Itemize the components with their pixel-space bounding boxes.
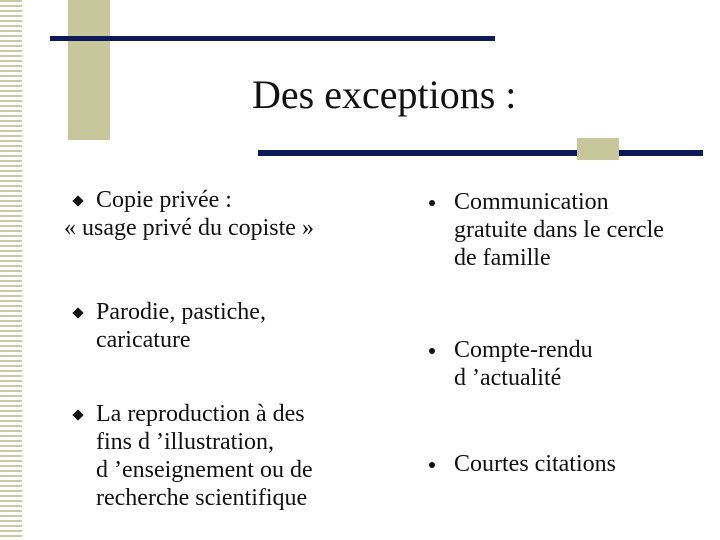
left-item-line: recherche scientifique (96, 485, 308, 511)
right-list-item (426, 336, 593, 392)
left-list-item (72, 400, 313, 512)
left-item-line: Copie privée : (96, 187, 232, 213)
right-item-line: de famille (454, 245, 551, 271)
accent-block-top (68, 0, 110, 140)
rule-line-bottom (258, 150, 703, 156)
left-item-line: caricature (96, 327, 191, 353)
left-item-line: « usage privé du copiste » (64, 215, 314, 241)
right-item-line: Courtes citations (454, 451, 616, 477)
left-item-line: Parodie, pastiche, (96, 299, 266, 325)
left-stripe-decoration (0, 0, 22, 540)
left-item-line: La reproduction à des (96, 401, 305, 427)
right-item-line: d ’actualité (454, 365, 562, 391)
left-item-line: d ’enseignement ou de (96, 457, 313, 483)
right-list-item (426, 188, 664, 272)
left-list-item (72, 298, 266, 354)
accent-block-bottom (577, 138, 619, 160)
left-list-item (64, 186, 314, 242)
right-item-line: Communication (454, 189, 609, 215)
right-item-line: Compte-rendu (454, 337, 593, 363)
slide-title: Des exceptions : (252, 72, 517, 117)
right-list-item (426, 450, 616, 478)
rule-line-top (50, 36, 495, 41)
right-item-line: gratuite dans le cercle (454, 217, 664, 243)
left-item-line: fins d ’illustration, (96, 429, 274, 455)
